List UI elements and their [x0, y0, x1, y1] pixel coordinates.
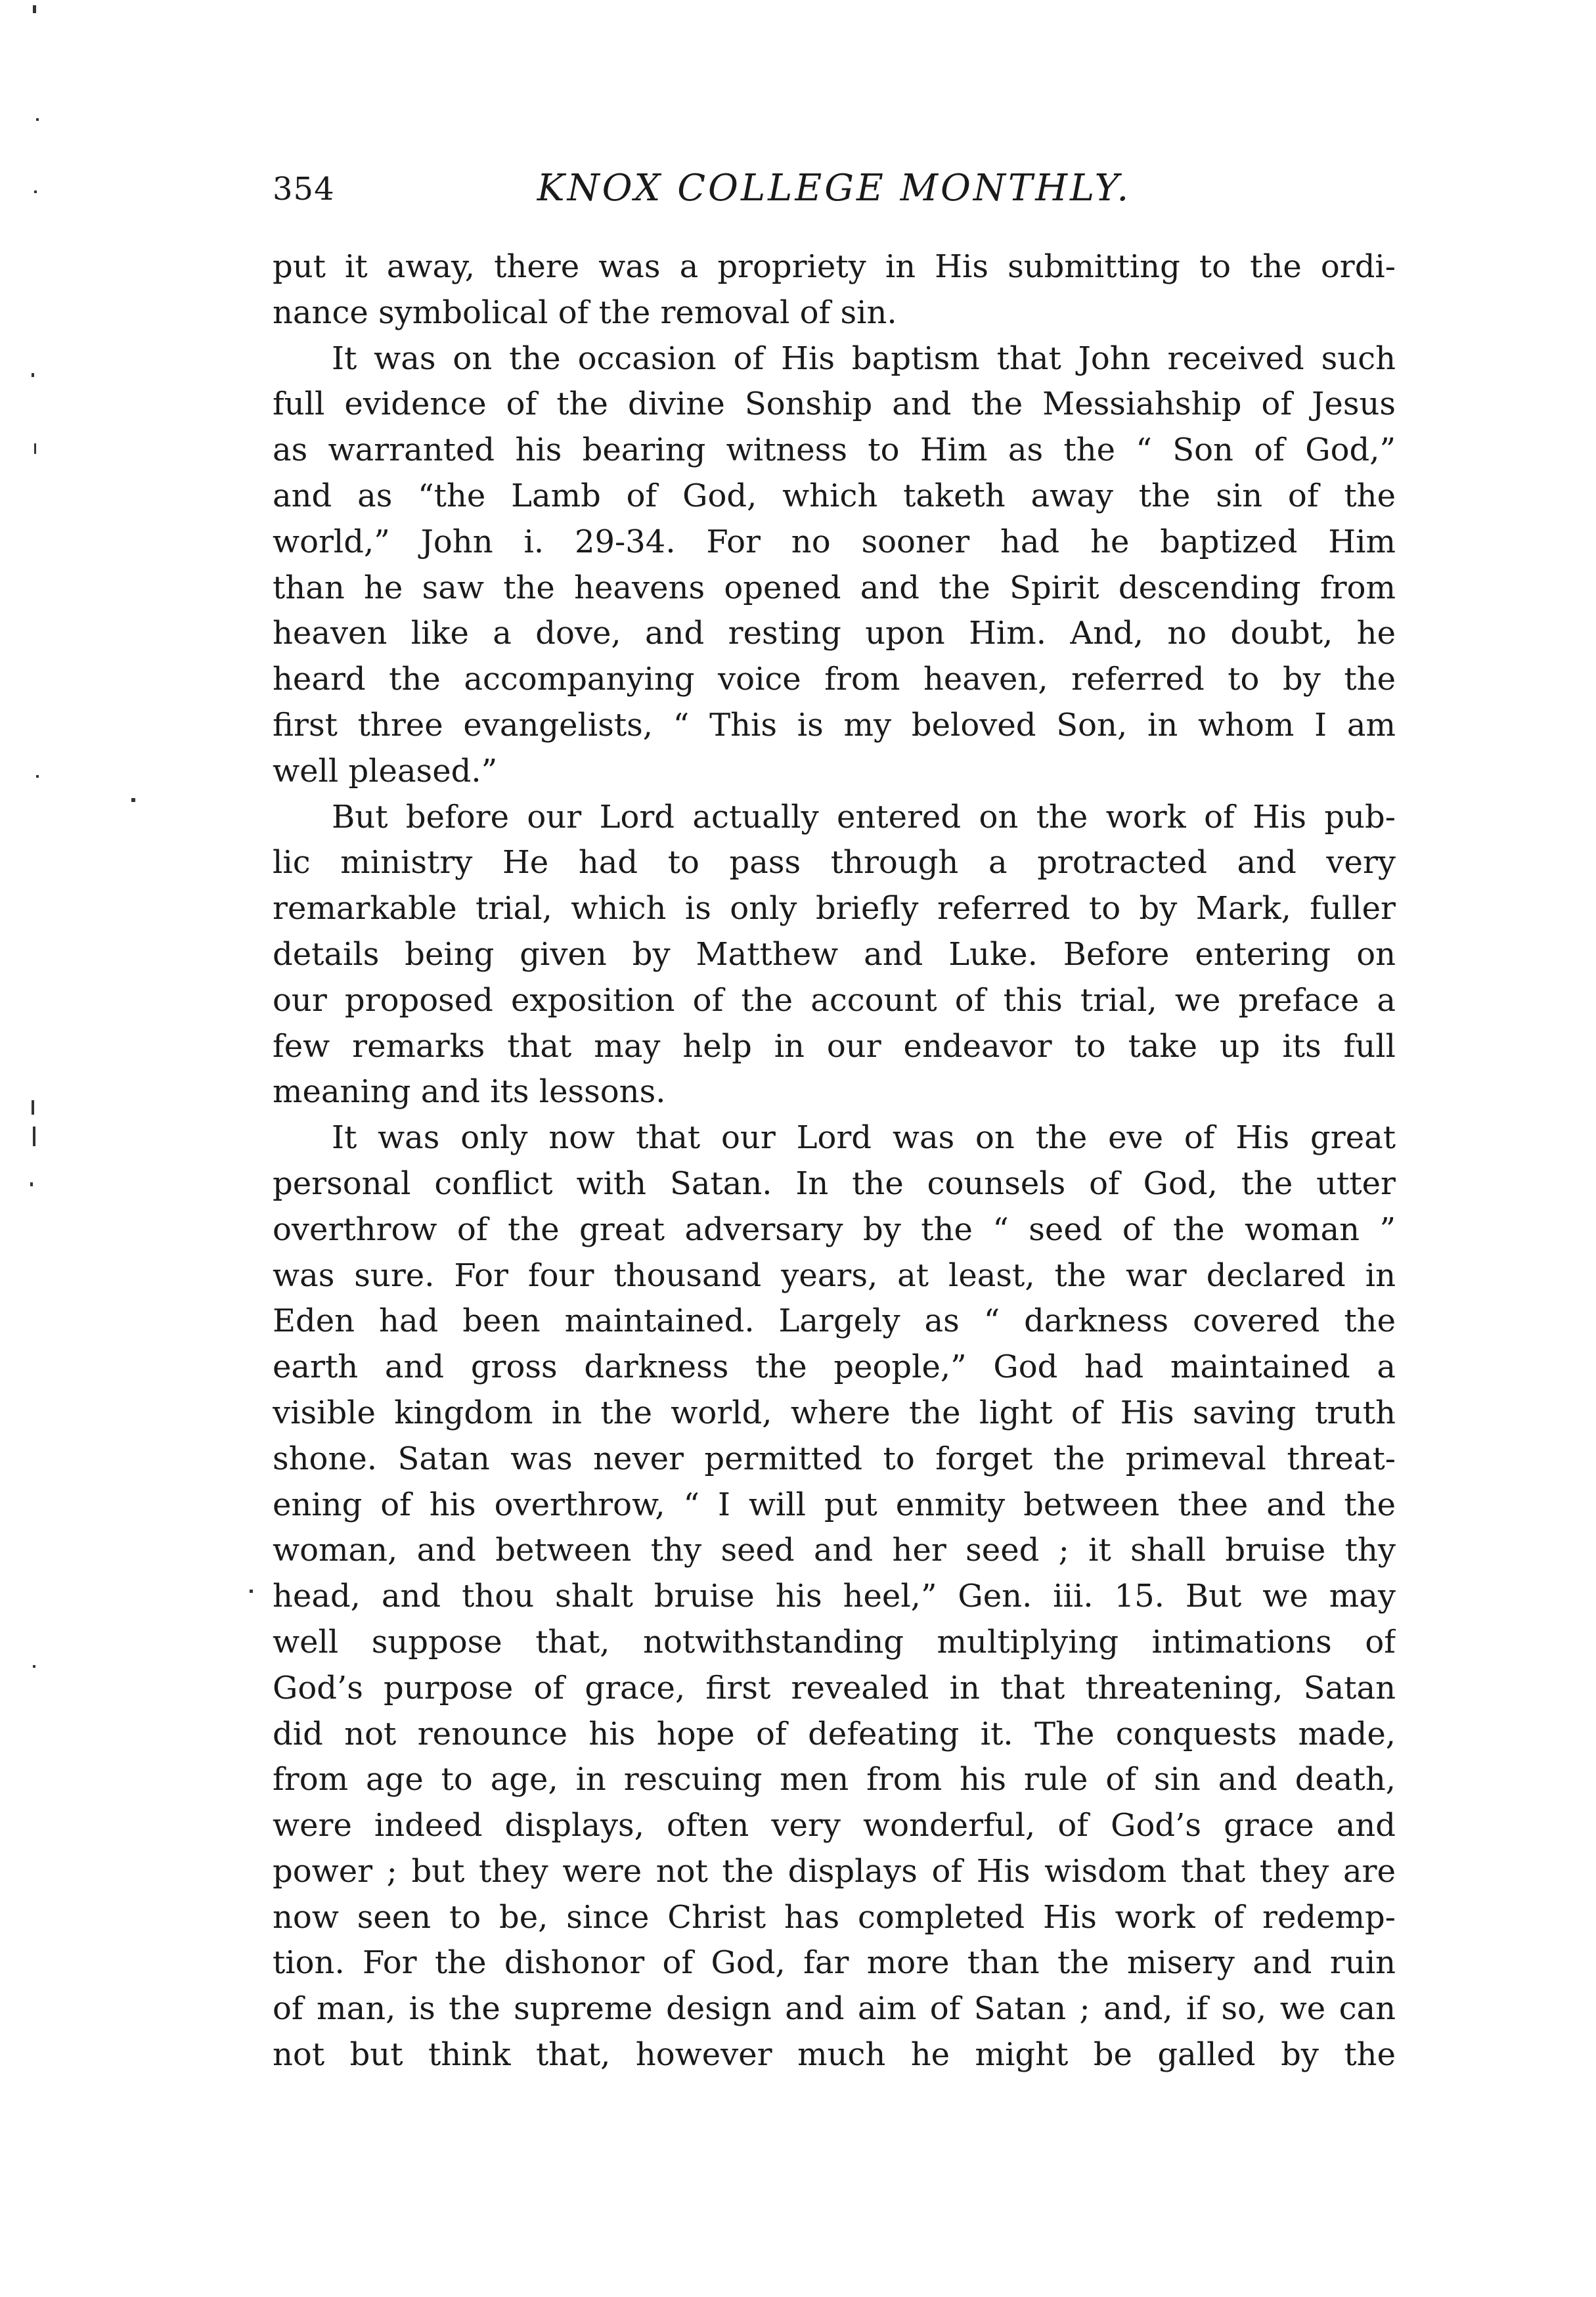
text-line: and as “the Lamb of God, which taketh away the sin of the	[273, 477, 1396, 514]
text-line: put it away, there was a propriety in His submitting to the ordi-	[273, 248, 1396, 285]
text-line: overthrow of the great adversary by the “ seed of the woman ”	[273, 1211, 1396, 1248]
text-line: details being given by Matthew and Luke. Before entering on	[273, 935, 1396, 973]
scan-mark	[33, 1665, 35, 1668]
text-line: nance symbolical of the removal of sin.	[273, 294, 897, 331]
text-line: But before our Lord actually entered on the work of His pub-	[332, 798, 1396, 836]
body-text	[273, 244, 1396, 2078]
text-line: as warranted his bearing witness to Him as the “ Son of God,”	[273, 432, 1396, 469]
text-line: visible kingdom in the world, where the light of His saving truth	[273, 1394, 1396, 1431]
text-line: did not renounce his hope of defeating it. The conquests made,	[273, 1715, 1396, 1752]
text-line: tion. For the dishonor of God, far more than the misery and ruin	[273, 1944, 1396, 1982]
scan-mark	[36, 118, 39, 121]
text-line: was sure. For four thousand years, at least, the war declared in	[273, 1257, 1396, 1294]
text-line: power ; but they were not the displays of His wisdom that they are	[273, 1852, 1396, 1890]
text-line: ening of his overthrow, “ I will put enmity between thee and the	[273, 1486, 1396, 1523]
text-line: remarkable trial, which is only briefly referred to by Mark, fuller	[273, 890, 1396, 927]
text-line: full evidence of the divine Sonship and the Messiahship of Jesus	[273, 386, 1396, 423]
text-line: of man, is the supreme design and aim of Satan ; and, if so, we can	[273, 1990, 1396, 2028]
text-line: our proposed exposition of the account of this trial, we preface a	[273, 981, 1396, 1019]
text-line: now seen to be, since Christ has completed His work of redemp-	[273, 1898, 1396, 1936]
scan-mark	[34, 190, 37, 193]
text-line: lic ministry He had to pass through a protracted and very	[273, 844, 1396, 881]
text-line: earth and gross darkness the people,” God had maintained a	[273, 1349, 1396, 1386]
scan-mark	[250, 1590, 253, 1593]
text-line: first three evangelists, “ This is my beloved Son, in whom I am	[273, 706, 1396, 744]
text-line: shone. Satan was never permitted to forget the primeval threat-	[273, 1440, 1396, 1477]
text-line: heaven like a dove, and resting upon Him. And, no doubt, he	[273, 615, 1396, 652]
page-number: 354	[273, 171, 335, 208]
scan-mark	[30, 1182, 33, 1186]
scan-mark	[36, 775, 39, 778]
page-header	[273, 159, 1396, 212]
text-line: woman, and between thy seed and her seed ; it shall bruise thy	[273, 1532, 1396, 1569]
text-line: world,” John i. 29-34. For no sooner had he baptized Him	[273, 523, 1396, 560]
text-line: It was on the occasion of His baptism that John received such	[332, 340, 1396, 377]
text-line: It was only now that our Lord was on the eve of His great	[332, 1119, 1396, 1157]
text-line: head, and thou shalt bruise his heel,” Gen. iii. 15. But we may	[273, 1578, 1396, 1615]
text-line: well suppose that, notwithstanding multiplying intimations of	[273, 1623, 1396, 1661]
running-head: KNOX COLLEGE MONTHLY.	[537, 167, 1132, 210]
text-line: meaning and its lessons.	[273, 1073, 666, 1111]
text-line: Eden had been maintained. Largely as “ darkness covered the	[273, 1303, 1396, 1340]
text-line: personal conflict with Satan. In the counsels of God, the utter	[273, 1165, 1396, 1202]
scan-mark	[33, 1126, 35, 1146]
text-line: were indeed displays, often very wonderful, of God’s grace and	[273, 1807, 1396, 1844]
scan-mark	[131, 798, 135, 802]
text-line: well pleased.”	[273, 752, 498, 790]
text-line: few remarks that may help in our endeavor to take up its full	[273, 1027, 1396, 1065]
scan-mark	[34, 443, 36, 454]
scan-mark	[32, 373, 34, 377]
text-line: than he saw the heavens opened and the Spirit descending from	[273, 569, 1396, 606]
scan-mark	[32, 1100, 34, 1115]
text-line: heard the accompanying voice from heaven, referred to by the	[273, 661, 1396, 698]
text-line: God’s purpose of grace, first revealed in that threatening, Satan	[273, 1669, 1396, 1706]
scan-mark	[33, 5, 36, 13]
text-line: from age to age, in rescuing men from his rule of sin and death,	[273, 1761, 1396, 1798]
text-line: not but think that, however much he might be galled by the	[273, 2036, 1396, 2074]
